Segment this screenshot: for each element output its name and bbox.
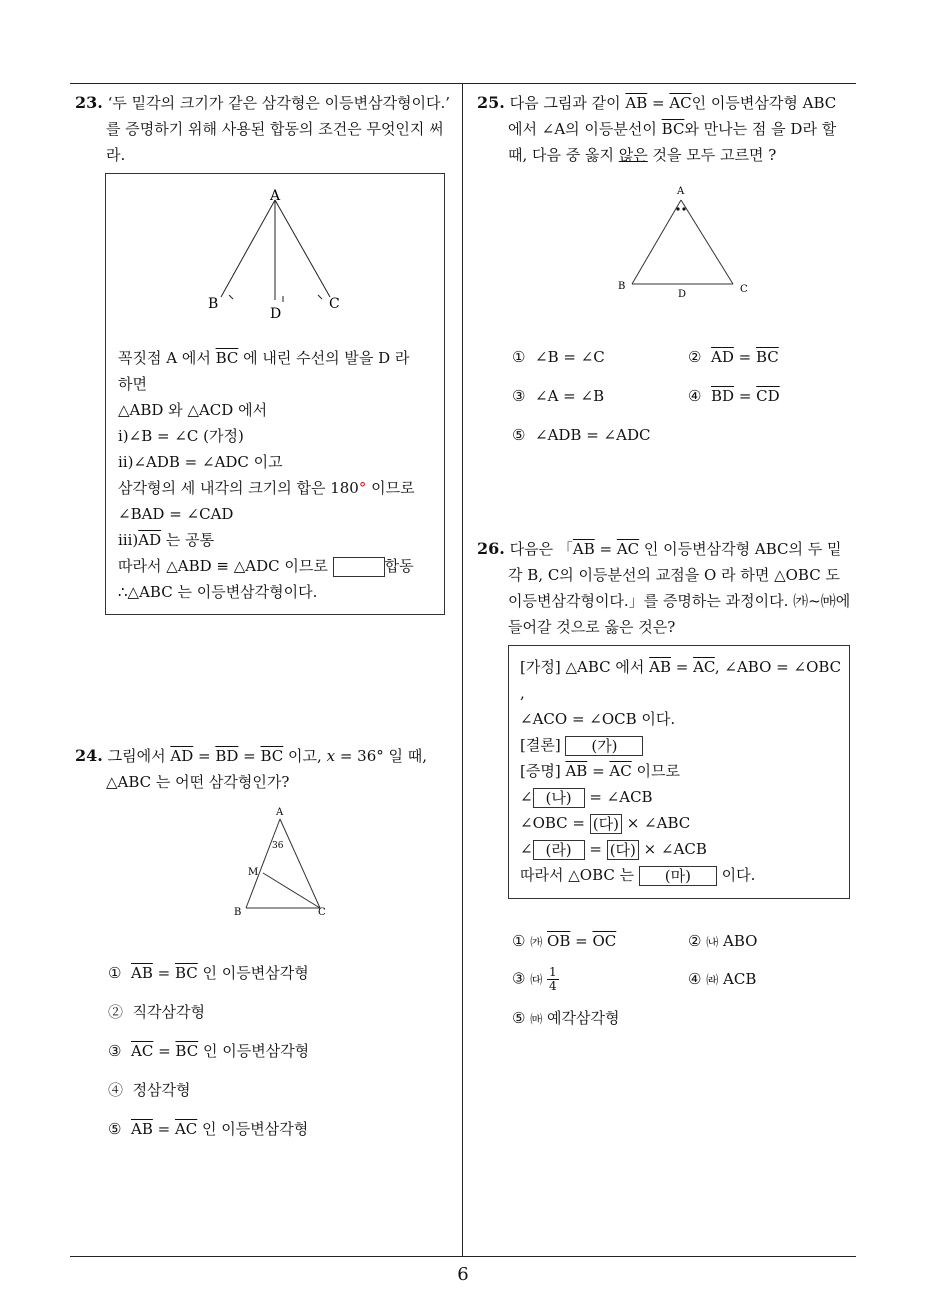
q25-option-3[interactable]: ③ ∠A = ∠B xyxy=(512,387,605,405)
q25-figure xyxy=(612,182,757,300)
q26-box-line-4: [결론] (가) xyxy=(520,732,643,758)
q26-box-line-5: [증명] $\overline{AB} = \overline{AC}$ 이므로 xyxy=(520,762,680,780)
q26-option-1[interactable]: ① ㈎ $\overline{OB} = \overline{OC}$ xyxy=(512,932,617,950)
q26-box-line-6: ∠ (나) = ∠ACB xyxy=(520,788,653,807)
q26-blank-ra[interactable]: (라) xyxy=(533,840,585,860)
q24-label-c: C xyxy=(318,907,326,918)
q23-proof-line-10: ∴△ABC 는 이등변삼각형이다. xyxy=(118,583,318,601)
q24-figure xyxy=(228,803,338,921)
q23-proof-line-6: 삼각형의 세 내각의 크기의 합은 180° 이므로 xyxy=(118,479,415,497)
q24-number: 24. xyxy=(75,746,103,765)
q23-proof-line-8: $ⅲ)\overline{AD}$ 는 공통 xyxy=(118,531,215,549)
q26-line-2: 각 B, C의 이등분선의 교점을 O 라 하면 △OBC 도 xyxy=(508,566,840,584)
q26-line-1: 26. 다음은 「$\overline{AB} = \overline{AC}$ 인 이등변삼각형 ABC의 두 밑 xyxy=(477,539,842,558)
q26-box-line-7: ∠OBC = (다) × ∠ABC xyxy=(520,814,691,833)
q24-option-5[interactable]: ⑤ $\overline{AB} = \overline{AC}$ 인 이등변삼각형 xyxy=(108,1120,309,1138)
q24-label-m: M xyxy=(248,867,259,878)
q25-line-2: 에서 ∠A의 이등분선이 $\overline{BC}$와 만나는 점 을 D라 할 xyxy=(508,120,837,138)
q26-box-line-3: ∠ACO = ∠OCB 이다. xyxy=(520,710,676,728)
q25-option-1[interactable]: ① ∠B = ∠C xyxy=(512,348,605,366)
q26-option-3-fraction: $\frac{1}{4}$ xyxy=(549,965,557,993)
q25-line-3: 때, 다음 중 옳지 않은 것을 모두 고르면 ? xyxy=(508,146,777,164)
q24-option-1[interactable]: ① $\overline{AB} = \overline{BC}$ 인 이등변삼각형 xyxy=(108,964,309,982)
bottom-rule xyxy=(70,1256,856,1257)
top-rule xyxy=(70,83,856,84)
q25-option-2[interactable]: ② $\overline{AD} = \overline{BC}$ xyxy=(688,348,779,366)
q26-option-2[interactable]: ② ㈏ ABO xyxy=(688,932,758,950)
q25-label-a: A xyxy=(677,186,685,197)
q26-option-4[interactable]: ④ ㈑ ACB xyxy=(688,970,757,988)
q24-option-2[interactable]: ② 직각삼각형 xyxy=(108,1003,206,1021)
q23-proof-line-3: △ABD 와 △ACD 에서 xyxy=(118,401,268,419)
q24-line-2: △ABC 는 어떤 삼각형인가? xyxy=(106,773,290,791)
q23-proof-line-2: 하면 xyxy=(118,375,147,393)
q25-label-c: C xyxy=(740,284,748,295)
q26-line-3: 이등변삼각형이다.」를 증명하는 과정이다. ㈎~㈒에 xyxy=(508,592,851,610)
q25-label-b: B xyxy=(618,281,626,292)
q26-number: 26. xyxy=(477,539,505,558)
q25-number: 25. xyxy=(477,93,505,112)
q23-proof-line-7: ∠BAD = ∠CAD xyxy=(118,505,234,523)
column-divider xyxy=(462,83,463,1256)
q26-option-3[interactable]: ③ ㈐ $\frac{1}{4}$ xyxy=(512,965,557,993)
q23-number: 23. xyxy=(75,93,103,112)
q26-blank-ma[interactable]: (마) xyxy=(639,866,717,886)
q23-line-3: 라. xyxy=(106,146,126,164)
q23-label-c: C xyxy=(329,296,340,312)
q23-label-b: B xyxy=(208,296,219,312)
q23-proof-line-5: ⅱ)∠ADB = ∠ADC 이고 xyxy=(118,453,283,471)
q23-answer-blank[interactable] xyxy=(333,557,385,577)
q26-box-line-9: 따라서 △OBC 는 (마) 이다. xyxy=(520,866,756,885)
q24-label-angle: 36 xyxy=(272,841,284,851)
q24-option-3[interactable]: ③ $\overline{AC} = \overline{BC}$ 인 이등변삼각형 xyxy=(108,1042,310,1060)
page-number: 6 xyxy=(457,1264,469,1285)
q25-label-d: D xyxy=(678,289,687,300)
q26-box-line-8: ∠ (라) = (다) × ∠ACB xyxy=(520,840,707,859)
q23-label-d: D xyxy=(270,306,282,322)
q26-box-line-1: [가정] △ABC 에서 $\overline{AB} = \overline{AC}$, ∠ABO = ∠OBC xyxy=(520,658,842,676)
q23-proof-line-9: 따라서 △ABD ≡ △ADC 이므로 합동 xyxy=(118,557,414,575)
q25-option-5[interactable]: ⑤ ∠ADB = ∠ADC xyxy=(512,426,651,444)
q24-label-a: A xyxy=(276,807,284,818)
q26-blank-ga[interactable]: (가) xyxy=(565,736,643,756)
q23-figure xyxy=(205,182,355,322)
q23-label-a: A xyxy=(270,188,281,204)
q26-box-line-2: , xyxy=(520,684,525,702)
q23-proof-line-4: ⅰ)∠B = ∠C (가정) xyxy=(118,427,244,445)
q26-option-5[interactable]: ⑤ ㈒ 예각삼각형 xyxy=(512,1009,620,1027)
q23-line-2: 를 증명하기 위해 사용된 합동의 조건은 무엇인지 써 xyxy=(106,120,444,138)
q26-line-4: 들어갈 것으로 옳은 것은? xyxy=(508,618,676,636)
q25-option-4[interactable]: ④ $\overline{BD} = \overline{CD}$ xyxy=(688,387,780,405)
q24-line-1: 24. 그림에서 $\overline{AD} = \overline{BD} = \overline{BC}$ 이고, x = 36° 일 때, xyxy=(75,746,428,765)
q25-line-1: 25. 다음 그림과 같이 $\overline{AB} = \overline{AC}$인 이등변삼각형 ABC xyxy=(477,93,837,112)
q26-blank-na[interactable]: (나) xyxy=(533,788,585,808)
q24-option-4[interactable]: ④ 정삼각형 xyxy=(108,1081,191,1099)
q26-blank-da[interactable]: (다) xyxy=(590,814,622,834)
q26-blank-da-2[interactable]: (다) xyxy=(607,840,639,860)
q23-proof-line-1: 꼭짓점 A 에서 $\overline{BC}$ 에 내린 수선의 발을 D 라 xyxy=(118,349,410,367)
q23-line-1: 23. ‘두 밑각의 크기가 같은 삼각형은 이등변삼각형이다.’ xyxy=(75,93,451,112)
q24-label-b: B xyxy=(234,907,242,918)
